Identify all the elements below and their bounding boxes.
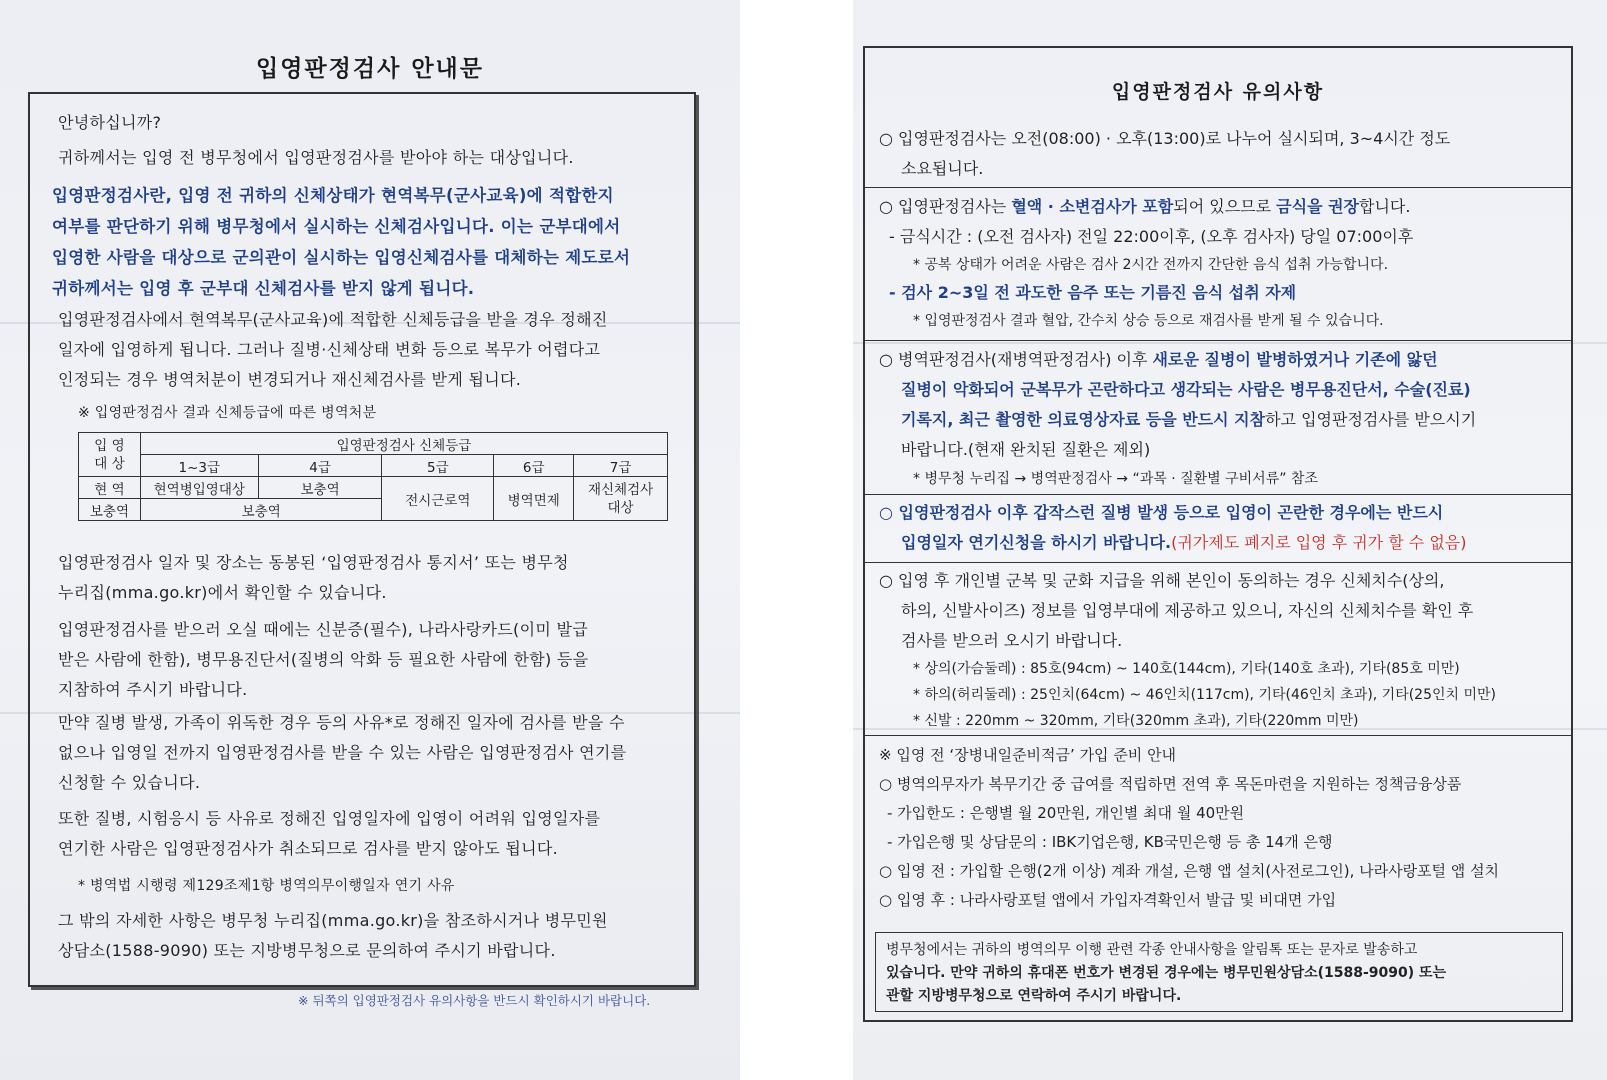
size-note: * 신발 : 220mm ~ 320mm, 기타(320mm 초과), 기타(220mm 미만) <box>913 713 1359 729</box>
text-line: 입영일자 연기신청을 하시기 바랍니다.(귀가제도 폐지로 입영 후 귀가 할 수 없음) <box>901 533 1467 552</box>
fasting-note: * 공복 상태가 어려운 사람은 검사 2시간 전까지 간단한 음식 섭취 가능합니다. <box>913 257 1389 273</box>
text-line: ○ 입영 전 : 가입할 은행(2개 이상) 계좌 개설, 은행 앱 설치(사전로그인), 나라사랑포털 앱 설치 <box>879 862 1500 880</box>
intro-text: 귀하께서는 입영 전 병무청에서 입영판정검사를 받아야 하는 대상입니다. <box>58 148 574 167</box>
paragraph-documents <box>58 615 588 705</box>
divider <box>864 494 1572 495</box>
divider <box>864 735 1572 736</box>
footnote: * 병역법 시행령 제129조제1항 병역의무이행일자 연기 사유 <box>78 878 455 894</box>
paragraph-schedule <box>58 548 569 608</box>
text-line: 바랍니다.(현재 완치된 질환은 제외) <box>901 440 1151 459</box>
text-line: 입영판정검사에서 현역복무(군사교육)에 적합한 신체등급을 받을 경우 정해진 <box>58 310 608 329</box>
size-note: * 상의(가슴둘레) : 85호(94cm) ~ 140호(144cm), 기타(140호 초과), 기타(85호 미만) <box>913 661 1460 677</box>
text-line: 입영판정검사 일자 및 장소는 동봉된 ‘입영판정검사 통지서’ 또는 병무청 <box>58 553 569 572</box>
definition-highlight <box>52 180 630 304</box>
divider <box>864 562 1572 563</box>
paragraph-cancel <box>58 804 600 864</box>
section-medical-docs <box>879 345 1476 493</box>
grade-header: 7급 <box>574 455 668 477</box>
text-line: - 가입한도 : 은행별 월 20만원, 개인별 최대 월 40만원 <box>887 804 1245 822</box>
divider <box>864 187 1572 188</box>
cell-active-duty: 현역병입영대상 <box>140 477 258 499</box>
notice-sheet-left <box>0 0 740 1080</box>
text-line: 인정되는 경우 병역처분이 변경되거나 재신체검사를 받게 됩니다. <box>58 370 522 389</box>
notice-sheet-right <box>853 0 1607 1080</box>
cell-supplementary-all: 보충역 <box>140 499 382 521</box>
back-side-note: ※ 뒤쪽의 입영판정검사 유의사항을 반드시 확인하시기 바랍니다. <box>298 993 651 1008</box>
row-label-active: 현 역 <box>79 477 141 499</box>
section-savings <box>879 741 1499 915</box>
table-corner-cell: 입 영 대 상 <box>79 433 141 477</box>
fasting-time: - 금식시간 : (오전 검사자) 전일 22:00이후, (오후 검사자) 당일 07:00이후 <box>889 227 1414 246</box>
table-caption: ※ 입영판정검사 결과 신체등급에 따른 병역처분 <box>78 405 377 421</box>
cell-wartime-labor: 전시근로역 <box>382 477 494 521</box>
text-line: 검사를 받으러 오시기 바랍니다. <box>901 631 1123 650</box>
divider <box>864 340 1572 341</box>
text-line: ○ 입영판정검사 이후 갑작스런 질병 발생 등으로 입영이 곤란한 경우에는 반드시 <box>879 503 1444 522</box>
grade-table <box>78 432 668 521</box>
text-line: 관할 지방병무청으로 연락하여 주시기 바랍니다. <box>886 988 1182 1004</box>
page-title: 입영판정검사 안내문 <box>256 56 484 82</box>
section-exam-time <box>879 124 1450 184</box>
text-line: 병무청에서는 귀하의 병역의무 이행 관련 각종 안내사항을 알림톡 또는 문자로 발송하고 <box>886 942 1418 958</box>
recheck-note: * 입영판정검사 결과 혈압, 간수치 상승 등으로 재검사를 받게 될 수 있습니다. <box>913 313 1384 329</box>
text-line: 질병이 악화되어 군복무가 곤란하다고 생각되는 사람은 병무용진단서, 수술(진료) <box>901 380 1471 399</box>
cell-reexam: 재신체검사 대상 <box>574 477 668 521</box>
row-label-supplementary: 보충역 <box>79 499 141 521</box>
text-line: 그 밖의 자세한 사항은 병무청 누리집(mma.go.kr)을 참조하시거나 병무민원 <box>58 911 608 930</box>
savings-heading: ※ 입영 전 ‘장병내일준비적금’ 가입 준비 안내 <box>879 746 1177 764</box>
paragraph-grade-result <box>58 305 608 395</box>
page-title: 입영판정검사 유의사항 <box>1111 81 1325 103</box>
text-line: 상담소(1588-9090) 또는 지방병무청으로 문의하여 주시기 바랍니다. <box>58 941 556 960</box>
text-line: 신청할 수 있습니다. <box>58 773 201 792</box>
highlight-line: 입영판정검사란, 입영 전 귀하의 신체상태가 현역복무(군사교육)에 적합한지 <box>52 186 614 205</box>
text-line: ○ 병역판정검사(재병역판정검사) 이후 새로운 질병이 발병하였거나 기존에 앓던 <box>879 350 1438 369</box>
text-line: ○ 입영판정검사는 오전(08:00) · 오후(13:00)로 나누어 실시되며, 3~4시간 정도 <box>879 129 1451 148</box>
grade-header: 1~3급 <box>140 455 258 477</box>
size-note: * 하의(허리둘레) : 25인치(64cm) ~ 46인치(117cm), 기타(46인치 초과), 기타(25인치 미만) <box>913 687 1497 703</box>
grade-header: 6급 <box>494 455 574 477</box>
section-fasting <box>879 192 1413 334</box>
highlight-line: 여부를 판단하기 위해 병무청에서 실시하는 신체검사입니다. 이는 군부대에서 <box>52 217 621 236</box>
text-line: 있습니다. 만약 귀하의 휴대폰 번호가 변경된 경우에는 병무민원상담소(1588-9090) 또는 <box>886 965 1447 981</box>
text-line: 하의, 신발사이즈) 정보를 입영부대에 제공하고 있으니, 자신의 신체치수를 확인 후 <box>901 601 1474 620</box>
grade-header: 4급 <box>258 455 382 477</box>
reference-note: * 병무청 누리집 → 병역판정검사 → “과목 · 질환별 구비서류” 참조 <box>913 471 1318 487</box>
text-line: 입영판정검사를 받으러 오실 때에는 신분증(필수), 나라사랑카드(이미 발급 <box>58 620 589 639</box>
highlight-line: 입영한 사람을 대상으로 군의관이 실시하는 입영신체검사를 대체하는 제도로서 <box>52 248 631 267</box>
section-postpone <box>879 498 1466 558</box>
text-line: 일자에 입영하게 됩니다. 그러나 질병·신체상태 변화 등으로 복무가 어렵다고 <box>58 340 601 359</box>
text-line: 기록지, 최근 촬영한 의료영상자료 등을 반드시 지참하고 입영판정검사를 받으시기 <box>901 410 1477 429</box>
paragraph-contact <box>58 906 608 966</box>
text-line: 받은 사람에 한함), 병무용진단서(질병의 악화 등 필요한 사람에 한함) 등을 <box>58 650 589 669</box>
text-line: 누리집(mma.go.kr)에서 확인할 수 있습니다. <box>58 583 387 602</box>
grade-header: 5급 <box>382 455 494 477</box>
fasting-line: ○ 입영판정검사는 혈액 · 소변검사가 포함되어 있으므로 금식을 권장합니다. <box>879 197 1411 216</box>
text-line: 연기한 사람은 입영판정검사가 취소되므로 검사를 받지 않아도 됩니다. <box>58 839 559 858</box>
cell-exempt: 병역면제 <box>494 477 574 521</box>
section-body-size <box>879 566 1496 734</box>
paragraph-postpone <box>58 708 626 798</box>
text-line: - 가입은행 및 상담문의 : IBK기업은행, KB국민은행 등 총 14개 은행 <box>887 833 1333 851</box>
text-line: 만약 질병 발생, 가족이 위독한 경우 등의 사유*로 정해진 일자에 검사를 받을 수 <box>58 713 625 732</box>
sms-notice-box <box>875 932 1563 1012</box>
highlight-line: 귀하께서는 입영 후 군부대 신체검사를 받지 않게 됩니다. <box>52 279 475 298</box>
table-group-header: 입영판정검사 신체등급 <box>140 433 667 455</box>
text-line: 소요됩니다. <box>901 159 984 178</box>
cell-supplementary: 보충역 <box>258 477 382 499</box>
text-line: 없으나 입영일 전까지 입영판정검사를 받을 수 있는 사람은 입영판정검사 연기를 <box>58 743 627 762</box>
text-line: 또한 질병, 시험응시 등 사유로 정해진 입영일자에 입영이 어려워 입영일자를 <box>58 809 601 828</box>
text-line: 지참하여 주시기 바랍니다. <box>58 680 248 699</box>
text-line: ○ 병역의무자가 복무기간 중 급여를 적립하면 전역 후 목돈마련을 지원하는 정책금융상품 <box>879 775 1462 793</box>
text-line: ○ 입영 후 : 나라사랑포털 앱에서 가입자격확인서 발급 및 비대면 가입 <box>879 891 1337 909</box>
text-line: ○ 입영 후 개인별 군복 및 군화 지급을 위해 본인이 동의하는 경우 신체치수(상의, <box>879 571 1445 590</box>
greeting: 안녕하십니까? <box>58 113 162 132</box>
alcohol-warning: - 검사 2~3일 전 과도한 음주 또는 기름진 음식 섭취 자제 <box>889 283 1297 302</box>
